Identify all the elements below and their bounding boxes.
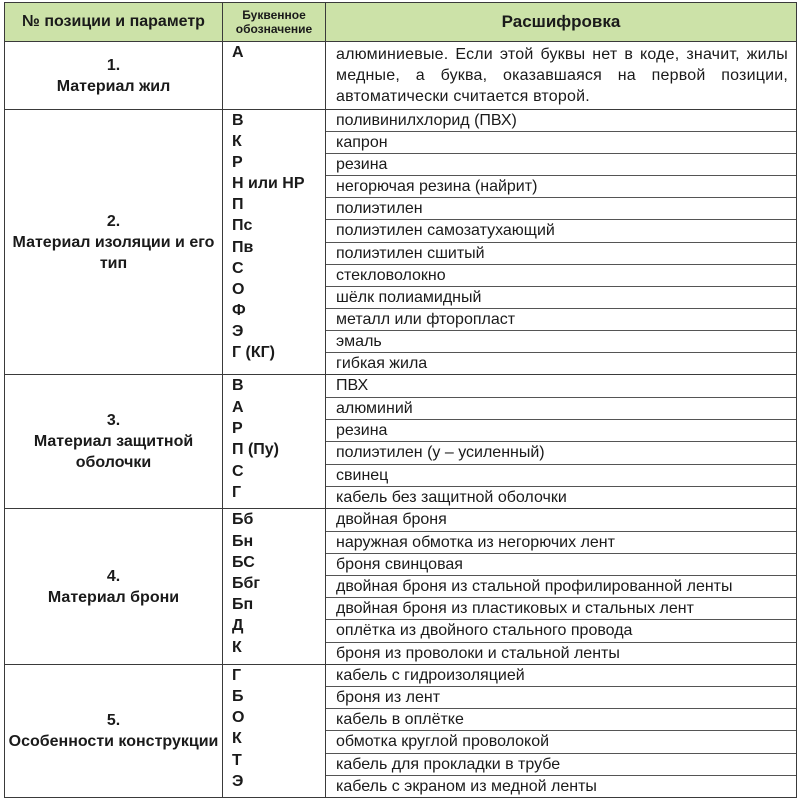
code: Ф	[232, 301, 246, 319]
code: С	[232, 462, 244, 480]
section-codes	[223, 509, 326, 664]
description: полиэтилен самозатухающий	[326, 219, 796, 241]
description: капрон	[326, 131, 796, 153]
code: П	[232, 196, 244, 214]
section-codes	[223, 42, 326, 110]
code: Бн	[232, 532, 254, 550]
section-codes	[223, 110, 326, 375]
code: А	[232, 44, 244, 61]
section-number: 5.	[106, 711, 121, 729]
code: О	[232, 709, 245, 727]
code: О	[232, 280, 245, 298]
code: Г	[232, 666, 242, 684]
section-row	[5, 42, 797, 110]
description: металл или фторопласт	[326, 308, 796, 330]
description: наружная обмотка из негорючих лент	[326, 531, 796, 553]
code: Бб	[232, 511, 254, 529]
description: полиэтилен (у – усиленный)	[326, 441, 796, 463]
header-decoding: Расшифровка	[326, 3, 797, 42]
header-row	[5, 3, 797, 42]
section-descriptions	[326, 664, 797, 797]
section-row	[5, 509, 797, 664]
description: алюминий	[326, 397, 796, 419]
description: полиэтилен сшитый	[326, 242, 796, 264]
description: поливинилхлорид (ПВХ)	[336, 112, 517, 129]
section-row	[5, 664, 797, 797]
code: Б	[232, 687, 244, 705]
code: Э	[232, 322, 244, 340]
code: С	[232, 259, 244, 277]
code: Д	[232, 617, 244, 635]
description: обмотка круглой проволокой	[326, 730, 796, 752]
description: ПВХ	[336, 377, 369, 395]
code: БС	[232, 553, 255, 571]
section-title: Особенности конструкции	[8, 732, 219, 750]
section-codes	[223, 375, 326, 509]
description: броня свинцовая	[326, 553, 796, 575]
code: Г (КГ)	[232, 344, 276, 362]
section-number: 2.	[106, 212, 121, 230]
code: Н или НР	[232, 175, 305, 193]
section-descriptions	[326, 42, 797, 110]
code: Пс	[232, 217, 253, 235]
section-number: 4.	[106, 567, 121, 585]
description: кабель в оплётке	[326, 708, 796, 730]
description: стекловолокно	[326, 264, 796, 286]
description: двойная броня	[336, 511, 447, 529]
code: Э	[232, 772, 244, 790]
code: Ббг	[232, 575, 261, 593]
description: резина	[326, 419, 796, 441]
code: Р	[232, 419, 243, 437]
section-parameter	[5, 509, 223, 664]
description: броня из лент	[326, 686, 796, 708]
section-descriptions	[326, 375, 797, 509]
description: кабель без защитной оболочки	[326, 486, 796, 508]
code: А	[232, 398, 244, 416]
description: кабель для прокладки в трубе	[326, 753, 796, 775]
description: двойная броня из пластиковых и стальных лент	[326, 597, 796, 619]
description: полиэтилен	[326, 197, 796, 219]
section-parameter	[5, 375, 223, 509]
description: оплётка из двойного стального провода	[326, 619, 796, 641]
code: П (Пу)	[232, 441, 279, 459]
code: Пв	[232, 238, 254, 256]
code: К	[232, 730, 242, 748]
cable-marking-table	[4, 2, 797, 798]
description: свинец	[326, 464, 796, 486]
section-descriptions	[326, 509, 797, 664]
section-number: 3.	[106, 412, 121, 430]
section-title: Материал изоляции и его тип	[12, 233, 215, 272]
section-number: 1.	[106, 56, 121, 74]
description: эмаль	[326, 330, 796, 352]
section-codes	[223, 664, 326, 797]
section-row	[5, 110, 797, 375]
section-descriptions	[326, 110, 797, 375]
section-title: Материал защитной оболочки	[33, 433, 194, 472]
description: кабель с гидроизоляцией	[336, 666, 525, 684]
code: К	[232, 133, 242, 151]
code: К	[232, 638, 242, 656]
description: гибкая жила	[326, 352, 796, 374]
description: шёлк полиамидный	[326, 286, 796, 308]
code: Р	[232, 154, 243, 172]
description: алюминиевые. Если этой буквы нет в коде, значит, жилы медные, а буква, оказавшаяся на первой позиции, автоматически считается второй.	[336, 46, 788, 105]
description: негорючая резина (найрит)	[326, 175, 796, 197]
section-title: Материал жил	[56, 77, 171, 95]
section-row	[5, 375, 797, 509]
description: двойная броня из стальной профилированной ленты	[326, 575, 796, 597]
section-parameter	[5, 42, 223, 110]
code: Т	[232, 751, 242, 769]
header-position: № позиции и параметр	[5, 3, 223, 42]
header-letter: Буквенное обозначение	[223, 3, 326, 42]
description: броня из проволоки и стальной ленты	[326, 642, 796, 664]
code: Г	[232, 484, 242, 502]
section-parameter	[5, 110, 223, 375]
section-parameter	[5, 664, 223, 797]
code: В	[232, 377, 244, 395]
description: резина	[326, 153, 796, 175]
code: Бп	[232, 596, 254, 614]
section-title: Материал брони	[47, 588, 180, 606]
code: В	[232, 112, 244, 129]
description: кабель с экраном из медной ленты	[326, 775, 796, 797]
